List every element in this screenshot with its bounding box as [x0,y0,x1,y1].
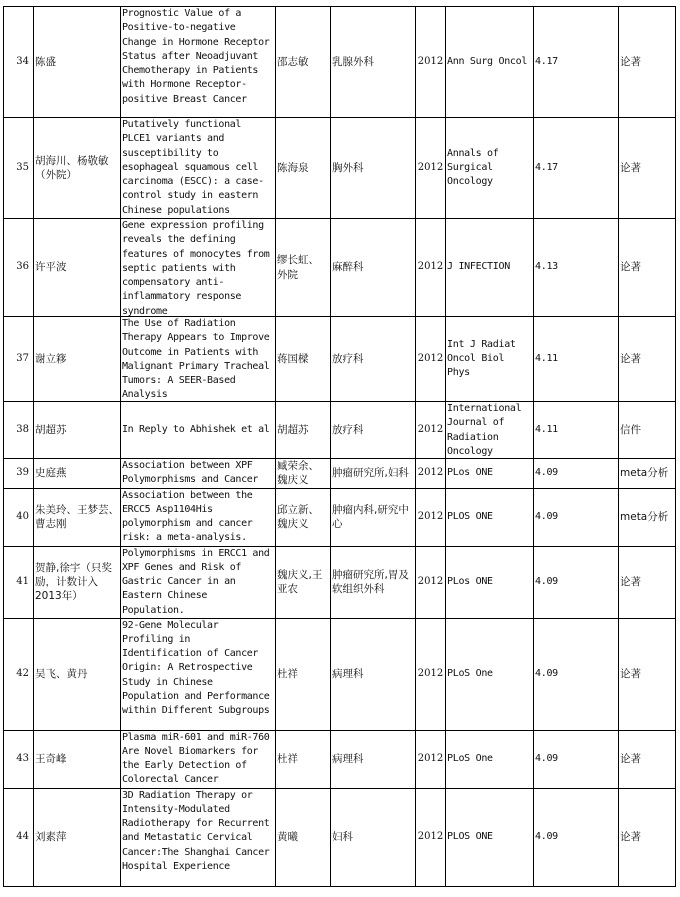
row-number: 36 [4,219,34,317]
impact-factor-cell: 4.09 [534,488,619,546]
row-number: 39 [4,459,34,489]
author-cell: 朱美玲、王梦芸、曹志刚 [34,488,121,546]
year-cell: 2012 [416,317,446,402]
journal-cell: PLOS ONE [446,488,534,546]
corresponding-author-cell: 陈海泉 [276,118,331,219]
impact-factor-cell: 4.09 [534,618,619,730]
paper-title-cell [121,488,276,546]
author-cell: 刘素萍 [34,788,121,886]
department-cell: 胸外科 [331,118,416,219]
paper-type-cell: 论著 [619,317,676,402]
year-cell: 2012 [416,788,446,886]
year-cell: 2012 [416,488,446,546]
paper-title-cell [121,546,276,618]
department-cell: 麻醉科 [331,219,416,317]
paper-type-cell: 信件 [619,402,676,459]
impact-factor-cell: 4.09 [534,788,619,886]
paper-type-cell: meta分析 [619,488,676,546]
table-row [4,317,676,402]
year-cell: 2012 [416,402,446,459]
row-number: 40 [4,488,34,546]
impact-factor-cell: 4.17 [534,118,619,219]
paper-title-cell: In Reply to Abhishek et al [121,402,276,459]
corresponding-author-cell: 缪长虹、外院 [276,219,331,317]
department-cell: 肿瘤研究所,胃及软组织外科 [331,546,416,618]
journal-cell: Int J Radiat Oncol Biol Phys [446,317,534,402]
corresponding-author-cell: 杜祥 [276,618,331,730]
year-cell: 2012 [416,118,446,219]
paper-type-cell: 论著 [619,7,676,118]
table-row [4,7,676,118]
table-row [4,488,676,546]
journal-cell: PLoS One [446,618,534,730]
table-row [4,546,676,618]
row-number: 35 [4,118,34,219]
paper-title-cell [121,219,276,317]
paper-title-cell: Prognostic Value of a Positive-to-negative Change in Hormone Receptor Status after Neoadjuvant Chemotherapy in Patients with Hormone Receptor-positive Breast Cancer [121,7,276,118]
journal-cell: PLOS ONE [446,788,534,886]
row-number: 34 [4,7,34,118]
paper-type-cell: meta分析 [619,459,676,489]
journal-cell: PLoS One [446,730,534,788]
department-cell: 放疗科 [331,402,416,459]
author-cell: 谢立簃 [34,317,121,402]
table-row [4,459,676,489]
corresponding-author-cell: 邵志敏 [276,7,331,118]
row-number: 38 [4,402,34,459]
paper-title-cell: 3D Radiation Therapy or Intensity-Modulated Radiotherapy for Recurrent and Metastatic Cervical Cancer:The Shanghai Cancer Hospital Experience [121,788,276,886]
paper-title-text: Plasma miR-601 and miR-760 Are Novel Biomarkers for the Early Detection of Colorectal Cancer [122,731,270,786]
paper-title-text: Association between the ERCC5 Asp1104His polymorphism and cancer risk: a meta-analysis. [122,489,253,544]
journal-cell: PLos ONE [446,459,534,489]
table-row [4,219,676,317]
journal-cell: J INFECTION [446,219,534,317]
impact-factor-cell: 4.09 [534,459,619,489]
table-row [4,788,676,886]
paper-title-cell [121,118,276,219]
corresponding-author-cell: 杜祥 [276,730,331,788]
journal-cell: Annals of Surgical Oncology [446,118,534,219]
author-cell: 许平波 [34,219,121,317]
paper-type-cell: 论著 [619,219,676,317]
impact-factor-cell: 4.09 [534,730,619,788]
corresponding-author-cell: 蒋国樑 [276,317,331,402]
journal-cell: PLos ONE [446,546,534,618]
author-cell: 王奇峰 [34,730,121,788]
paper-type-cell: 论著 [619,618,676,730]
impact-factor-cell: 4.09 [534,546,619,618]
paper-title-text: Putatively functional PLCE1 variants and susceptibility to esophageal squamous cell carcinoma (ESCC): a case-control study in eastern Chinese populations [122,119,264,216]
year-cell: 2012 [416,730,446,788]
row-number: 37 [4,317,34,402]
corresponding-author-cell: 邱立新、魏庆义 [276,488,331,546]
department-cell: 病理科 [331,618,416,730]
paper-type-cell: 论著 [619,118,676,219]
row-number: 44 [4,788,34,886]
corresponding-author-cell: 黄曦 [276,788,331,886]
paper-title-text: Gene expression profiling reveals the defining features of monocytes from septic patients with compensatory anti-inflammatory response syndrome [122,220,270,316]
author-cell: 胡超苏 [34,402,121,459]
department-cell: 病理科 [331,730,416,788]
paper-type-cell: 论著 [619,730,676,788]
journal-cell [446,402,534,459]
paper-type-cell: 论著 [619,546,676,618]
author-cell: 吴飞、黄丹 [34,618,121,730]
author-cell: 陈盛 [34,7,121,118]
paper-title-cell [121,317,276,402]
row-number: 43 [4,730,34,788]
impact-factor-cell: 4.17 [534,7,619,118]
publication-table [3,6,676,887]
paper-type-cell: 论著 [619,788,676,886]
impact-factor-cell: 4.11 [534,317,619,402]
year-cell: 2012 [416,7,446,118]
department-cell: 放疗科 [331,317,416,402]
publication-table-body [4,7,676,887]
paper-title-cell [121,730,276,788]
impact-factor-cell: 4.13 [534,219,619,317]
year-cell: 2012 [416,546,446,618]
impact-factor-cell: 4.11 [534,402,619,459]
row-number: 42 [4,618,34,730]
author-cell: 胡海川、杨敬敏（外院） [34,118,121,219]
department-cell: 肿瘤内科,研究中心 [331,488,416,546]
author-cell: 贺静,徐宇（只奖励，计数计入2013年） [34,546,121,618]
table-row [4,618,676,730]
department-cell: 肿瘤研究所,妇科 [331,459,416,489]
journal-cell: Ann Surg Oncol [446,7,534,118]
year-cell: 2012 [416,219,446,317]
corresponding-author-cell: 臧荣余、魏庆义 [276,459,331,489]
paper-title-text: The Use of Radiation Therapy Appears to Improve Outcome in Patients with Malignant Primary Tracheal Tumors: A SEER-Based Analysis [122,318,270,401]
journal-text: International Journal of Radiation Oncology [447,403,522,457]
paper-title-text: Association between XPF Polymorphisms and Cancer [122,460,259,486]
department-cell: 乳腺外科 [331,7,416,118]
department-cell: 妇科 [331,788,416,886]
corresponding-author-cell: 胡超苏 [276,402,331,459]
row-number: 41 [4,546,34,618]
paper-title-text: Polymorphisms in ERCC1 and XPF Genes and Risk of Gastric Cancer in an Eastern Chinese Population. [122,547,270,616]
paper-title-cell [121,459,276,489]
table-row [4,730,676,788]
corresponding-author-cell: 魏庆义,王亚农 [276,546,331,618]
paper-title-cell: 92-Gene Molecular Profiling in Identification of Cancer Origin: A Retrospective Study in Chinese Population and Performance within Different Subgroups [121,618,276,730]
year-cell: 2012 [416,618,446,730]
publication-table-page [3,6,676,887]
table-row [4,402,676,459]
author-cell: 史庭燕 [34,459,121,489]
year-cell: 2012 [416,459,446,489]
table-row [4,118,676,219]
